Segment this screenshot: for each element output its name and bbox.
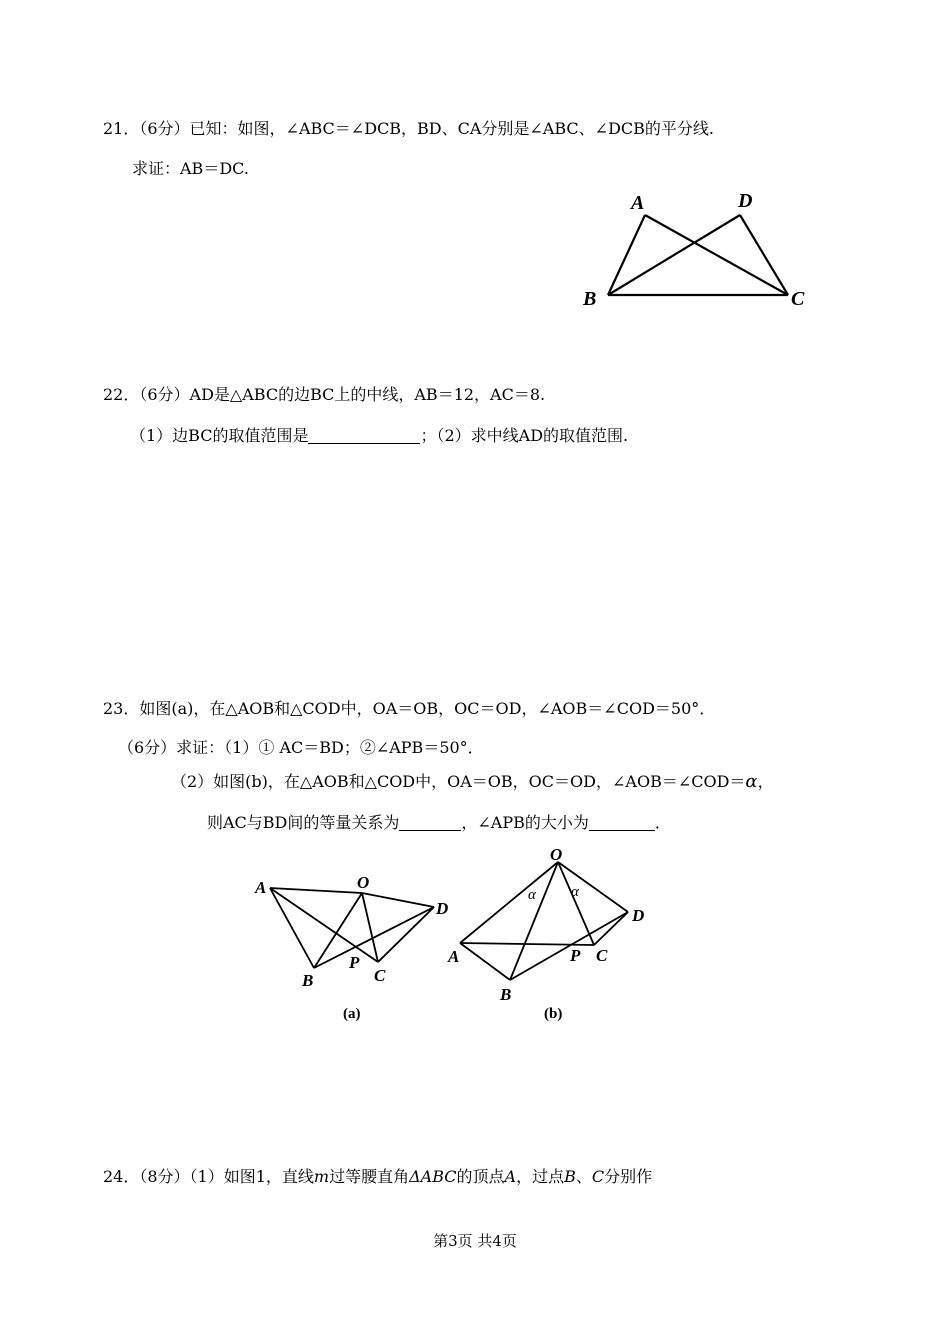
q22-part1-label: （1）边BC的取值范围是 [130,426,309,445]
q23-prove: （6分）求证：（1）① AC＝BD；②∠APB＝50°． [118,738,484,757]
q21-figure [575,185,820,315]
fig-a-label-d: D [436,899,449,918]
page-footer: 第3页 共4页 [433,1232,517,1250]
q24-sep: 、 [575,1167,592,1186]
fig-a-label-a: A [255,878,267,897]
fig-a-caption: (a) [343,1006,361,1022]
fig-b-label-p: P [570,946,581,965]
q23-angle-blank[interactable] [589,814,655,831]
segment-dc [740,215,788,295]
label-c: C [791,288,805,310]
q23-relation-label: 则AC与BD间的等量关系为 [207,813,400,832]
q23-alpha: α [745,771,758,792]
fig-b-label-b: B [500,985,512,1004]
fig-a-label-c: C [374,966,386,985]
q23-relation-blank[interactable] [399,814,461,831]
q24-point-a: A [504,1167,517,1186]
fig-b-label-c: C [596,946,608,965]
fig-b-label-d: D [632,906,645,925]
q21-prove: 求证：AB＝DC. [132,159,249,178]
q22-part2-label: ；（2）求中线AD的取值范围. [420,426,629,445]
q21-statement: 21．（6分）已知：如图，∠ABC＝∠DCB，BD、CA分别是∠ABC、∠DCB的平分线. [103,119,714,138]
fig-a-label-o: O [357,873,370,892]
q24-text-a: 24．（8分）（1）如图1，直线 [103,1167,314,1186]
q24-point-c: C [591,1167,605,1186]
q24-triangle: ΔABC [409,1167,457,1186]
q23-figure-b [440,840,680,1030]
q23-comma: ， [757,772,774,791]
segment-ca [645,215,788,295]
q24-text-c: 的顶点 [456,1167,505,1186]
fig-b-alpha-right: α [571,884,579,900]
q24-text-d: ，过点 [516,1167,565,1186]
q23-part2-text: （2）如图(b)，在△AOB和△COD中，OA＝OB，OC＝OD，∠AOB＝∠COD＝ [171,772,746,791]
fig-b-label-o: O [550,845,563,864]
fig-b-caption: (b) [544,1006,563,1022]
q22-statement: 22．（6分）AD是△ABC的边BC上的中线，AB＝12，AC＝8. [103,385,546,404]
segment-bd [608,215,740,295]
q23-statement: 23．如图(a)，在△AOB和△COD中，OA＝OB，OC＝OD，∠AOB＝∠COD＝50°． [103,699,716,718]
q22-answer-blank[interactable] [308,427,420,444]
q24-text-b: 过等腰直角 [329,1167,410,1186]
label-a: A [631,192,645,214]
q23-figure-a [240,865,470,1030]
q24-line-m: m [313,1167,330,1186]
q23-angle-label: ，∠APB的大小为 [461,813,589,832]
q22-parts [130,425,628,447]
fig-b-alpha-left: α [528,887,536,903]
q23-part2 [171,771,774,793]
q23-period: ． [654,813,671,832]
fig-b-label-a: A [448,947,460,966]
fig-a-label-b: B [302,971,314,990]
q24-statement [103,1166,652,1188]
q24-point-b: B [564,1167,576,1186]
label-d: D [738,190,753,212]
q24-text-e: 分别作 [604,1167,653,1186]
label-b: B [583,288,597,310]
q23-part2-question [207,812,671,834]
fig-a-label-p: P [349,953,360,972]
